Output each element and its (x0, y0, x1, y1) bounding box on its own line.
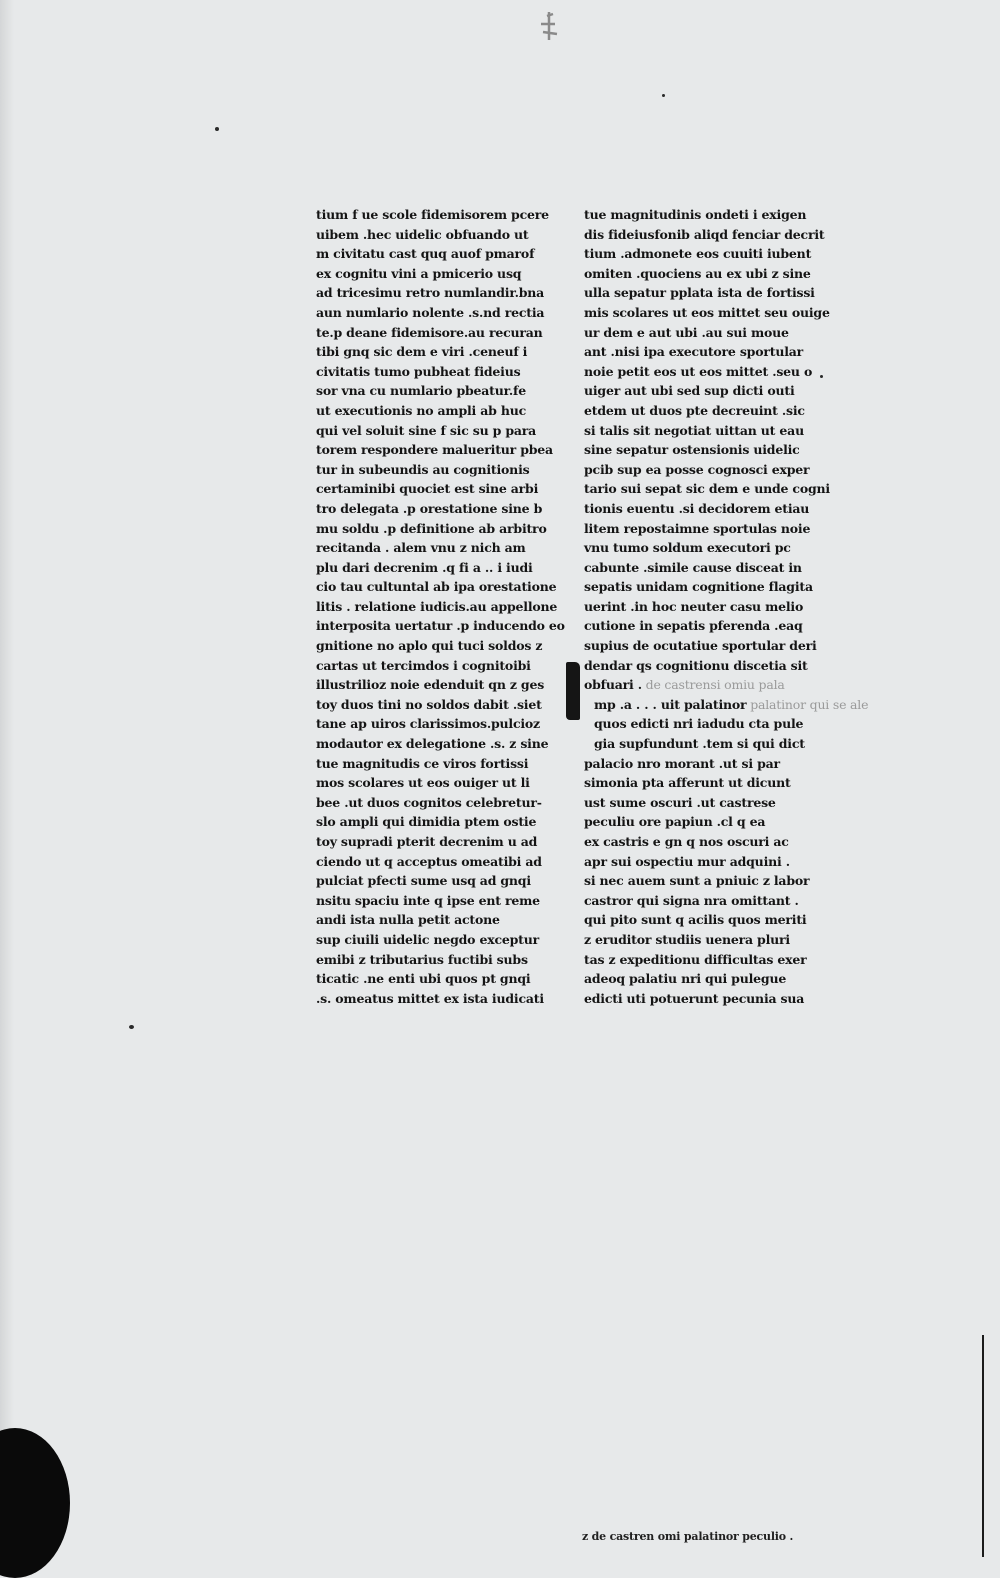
text-line: uibem .hec uidelic obfuando ut (316, 226, 529, 242)
text-line: emibi z tributarius fuctibi subs (316, 951, 528, 967)
text-line: supius de ocutatiue sportular deri (584, 638, 817, 654)
text-line: tur in subeundis au cognitionis (316, 461, 530, 477)
text-line: uerint .in hoc neuter casu melio (584, 598, 804, 614)
chapter-line: z eruditor studiis uenera pluri (584, 931, 790, 947)
chapter-line: apr sui ospectiu mur adquini . (584, 853, 790, 869)
text-line: ex cognitu vini a pmicerio usq (316, 265, 522, 281)
text-line: interposita uertatur .p inducendo eo (316, 618, 565, 634)
chapter-line: castror qui signa nra omittant . (584, 892, 799, 908)
text-line: slo ampli qui dimidia ptem ostie (316, 814, 537, 830)
chapter-line: adeoq palatiu nri qui pulegue (584, 971, 787, 987)
text-line: dendar qs cognitionu discetia sit (584, 657, 808, 673)
rubric-heading-continued: palatinor qui se ale (746, 696, 869, 712)
text-line: tium .admonete eos cuuiti iubent (584, 246, 812, 262)
right-column (584, 205, 869, 1008)
ink-speck (662, 94, 665, 97)
text-line: illustrilioz noie edenduit qn z ges (316, 677, 545, 693)
chapter-line: simonia pta afferunt ut dicunt (584, 775, 791, 791)
text-line: cutione in sepatis pferenda .eaq (584, 618, 803, 634)
text-line: recitanda . alem vnu z nich am (316, 540, 526, 556)
text-line: tario sui sepat sic dem e unde cogni (584, 481, 830, 497)
text-line: andi ista nulla petit actone (316, 912, 500, 928)
chapter-line: quos edicti nri iadudu cta pule (594, 716, 804, 732)
text-line: tane ap uiros clarissimos.pulcioz (316, 716, 540, 732)
text-line: plu dari decrenim .q fi a .. i iudi (316, 559, 533, 575)
text-line: qui vel soluit sine f sic su p para (316, 422, 537, 438)
folio-mark (533, 10, 563, 50)
text-line: sup ciuili uidelic negdo exceptur (316, 931, 540, 947)
text-line: ant .nisi ipa executore sportular (584, 344, 804, 360)
chapter-line: qui pito sunt q acilis quos meriti (584, 912, 807, 928)
text-line: vnu tumo soldum executori pc (584, 540, 791, 556)
text-line: ut executionis no ampli ab huc (316, 402, 527, 418)
page-edge-shadow (0, 0, 14, 1557)
chapter-line: edicti uti potuerunt pecunia sua (584, 990, 805, 1006)
chapter-line: si nec auem sunt a pniuic z labor (584, 873, 810, 889)
text-line: tue magnitudinis ondeti i exigen (584, 207, 807, 222)
text-line: cabunte .simile cause disceat in (584, 559, 802, 575)
footer-note: z de castren omi palatinor peculio . (582, 1530, 794, 1543)
text-line: modautor ex delegatione .s. z sine (316, 736, 549, 752)
text-line: sepatis unidam cognitione flagita (584, 579, 813, 595)
text-line: obfuari . de castrensi omiu pala (584, 677, 785, 693)
text-line: uiger aut ubi sed sup dicti outi (584, 383, 795, 399)
binding-hole (0, 1428, 70, 1578)
text-line: ur dem e aut ubi .au sui moue (584, 324, 789, 340)
text-line: tium f ue scole fidemisorem pcere (316, 207, 549, 222)
chapter-line: mp .a . . . uit palatinor palatinor qui se ale (594, 696, 869, 712)
text-line: mis scolares ut eos mittet seu ouige (584, 304, 830, 320)
text-line: sor vna cu numlario pbeatur.fe (316, 383, 526, 399)
text-line: tro delegata .p orestatione sine b (316, 500, 543, 516)
text-line: cio tau cultuntal ab ipa orestatione (316, 579, 557, 595)
chapter-line: peculiu ore papiun .cl q ea (584, 814, 766, 830)
ink-speck (215, 127, 219, 131)
chapter-line: ust sume oscuri .ut castrese (584, 794, 776, 810)
text-line: aun numlario nolente .s.nd rectia (316, 304, 545, 320)
text-line: tibi gnq sic dem e viri .ceneuf i (316, 344, 528, 360)
text-line: torem respondere malueritur pbea (316, 442, 553, 458)
decorated-initial (566, 662, 580, 720)
text-line: gnitione no aplo qui tuci soldos z (316, 638, 543, 654)
rubric-heading: de castrensi omiu pala (641, 677, 785, 693)
text-line: certaminibi quociet est sine arbi (316, 481, 539, 497)
page-edge-line (982, 1335, 984, 1557)
text-line: .s. omeatus mittet ex ista iudicati (316, 990, 544, 1006)
text-line: cartas ut tercimdos i cognitoibi (316, 657, 531, 673)
text-line: dis fideiusfonib aliqd fenciar decrit (584, 226, 825, 242)
chapter-line: gia supfundunt .tem si qui dict (594, 736, 805, 752)
text-line: omiten .quociens au ex ubi z sine (584, 265, 811, 281)
text-line: toy supradi pterit decrenim u ad (316, 834, 538, 849)
text-line: ciendo ut q acceptus omeatibi ad (316, 853, 542, 869)
text-line: litis . relatione iudicis.au appellone (316, 598, 558, 614)
text-line: nsitu spaciu inte q ipse ent reme (316, 892, 540, 908)
text-line: te.p deane fidemisore.au recuran (316, 324, 543, 340)
text-line: ulla sepatur pplata ista de fortissi (584, 285, 815, 301)
ink-speck (129, 1025, 134, 1029)
text-line: mos scolares ut eos ouiger ut li (316, 775, 530, 791)
text-line: tionis euentu .si decidorem etiau (584, 500, 810, 516)
chapter-line: palacio nro morant .ut si par (584, 755, 780, 771)
text-line: pcib sup ea posse cognosci exper (584, 461, 810, 477)
text-line: etdem ut duos pte decreuint .sic (584, 402, 805, 418)
text-line: ad tricesimu retro numlandir.bna (316, 285, 545, 301)
text-line: toy duos tini no soldos dabit .siet (316, 696, 542, 712)
text-line: m civitatu cast quq auof pmarof (316, 246, 535, 262)
text-line: noie petit eos ut eos mittet .seu o (584, 363, 813, 379)
text-line: mu soldu .p definitione ab arbitro (316, 520, 547, 536)
chapter-line: ex castris e gn q nos oscuri ac (584, 834, 789, 849)
text-line: litem repostaimne sportulas noie (584, 520, 811, 536)
text-line: tue magnitudis ce viros fortissi (316, 755, 529, 771)
text-line: ticatic .ne enti ubi quos pt gnqi (316, 971, 531, 987)
text-line: si talis sit negotiat uittan ut eau (584, 422, 804, 438)
text-line: pulciat pfecti sume usq ad gnqi (316, 873, 531, 889)
text-line: bee .ut duos cognitos celebretur- (316, 794, 542, 810)
text-line: civitatis tumo pubheat fideius (316, 363, 521, 379)
text-line: sine sepatur ostensionis uidelic (584, 442, 800, 458)
left-column (316, 205, 565, 1008)
chapter-line: tas z expeditionu difficultas exer (584, 951, 807, 967)
